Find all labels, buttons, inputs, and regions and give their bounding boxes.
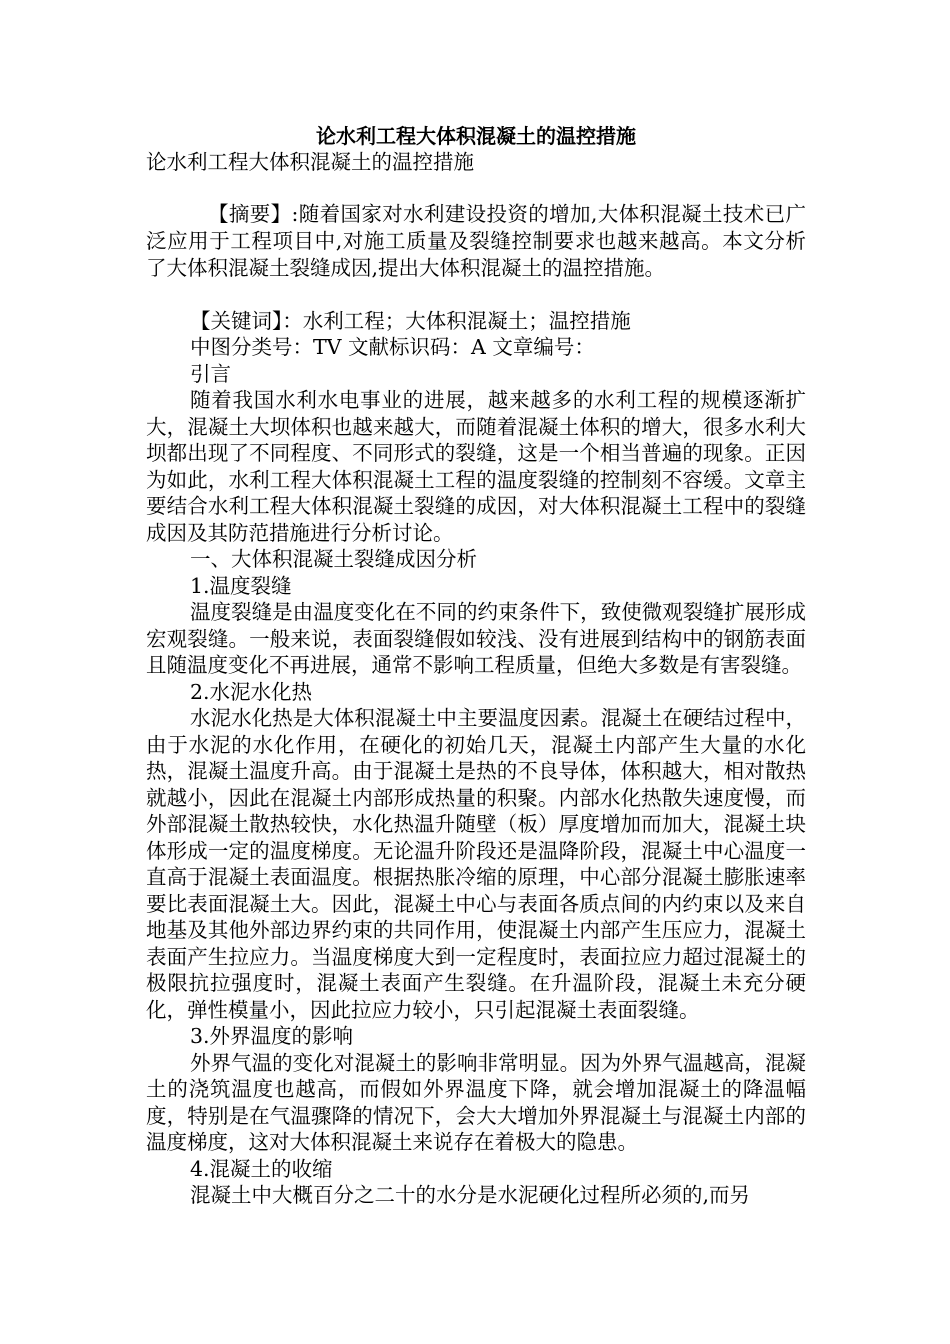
document-subtitle: 论水利工程大体积混凝土的温控措施 [146, 150, 474, 174]
intro-paragraph: 随着我国水利水电事业的进展，越来越多的水利工程的规模逐渐扩大，混凝土大坝体积也越来越大，而随着混凝土体积的增大，很多水利大坝都出现了不同程度、不同形式的裂缝，这是一个相当普遍的现象。正因为如此，水利工程大体积混凝土工程的温度裂缝的控制刻不容缓。文章主要结合水利工程大体积混凝土裂缝的成因，对大体积混凝土工程中的裂缝成因及其防范措施进行分析讨论。 [146, 388, 806, 545]
subsection-1-paragraph: 温度裂缝是由温度变化在不同的约束条件下，致使微观裂缝扩展形成宏观裂缝。一般来说，表面裂缝假如较浅、没有进展到结构中的钢筋表面且随温度变化不再进展，通常不影响工程质量，但绝大多数是有害裂缝。 [146, 600, 806, 677]
section-1-heading: 一、大体积混凝土裂缝成因分析 [190, 547, 477, 571]
subsection-4-heading: 4.混凝土的收缩 [190, 1156, 333, 1181]
abstract-paragraph: 【摘要】:随着国家对水利建设投资的增加,大体积混凝土技术已广泛应用于工程项目中,对施工质量及裂缝控制要求也越来越高。本文分析了大体积混凝土裂缝成因,提出大体积混凝土的温控措施。 [146, 202, 806, 280]
document-title: 论水利工程大体积混凝土的温控措施 [316, 124, 636, 148]
keywords-line: 【关键词】：水利工程；大体积混凝土；温控措施 [190, 309, 631, 333]
subsection-3-paragraph: 外界气温的变化对混凝土的影响非常明显。因为外界气温越高，混凝土的浇筑温度也越高，而假如外界温度下降，就会增加混凝土的降温幅度，特别是在气温骤降的情况下，会大大增加外界混凝土与混凝土内部的温度梯度，这对大体积混凝土来说存在着极大的隐患。 [146, 1050, 806, 1154]
subsection-4-paragraph: 混凝土中大概百分之二十的水分是水泥硬化过程所必须的,而另 [190, 1183, 751, 1207]
classification-line: 中图分类号：TV 文献标识码：A 文章编号： [190, 335, 595, 359]
document-body [146, 124, 806, 1209]
subsection-2-heading: 2.水泥水化热 [190, 679, 313, 704]
subsection-3-heading: 3.外界温度的影响 [190, 1024, 354, 1048]
subsection-2-paragraph: 水泥水化热是大体积混凝土中主要温度因素。混凝土在硬结过程中，由于水泥的水化作用，在硬化的初始几天，混凝土内部产生大量的水化热，混凝土温度升高。由于混凝土是热的不良导体，体积越大，相对散热就越小，因此在混凝土内部形成热量的积聚。内部水化热散失速度慢，而外部混凝土散热较快，水化热温升随壁（板）厚度增加而加大，混凝土块体形成一定的温度梯度。无论温升阶段还是温降阶段，混凝土中心温度一直高于混凝土表面温度。根据热胀冷缩的原理，中心部分混凝土膨胀速率要比表面混凝土大。因此，混凝土中心与表面各质点间的内约束以及来自地基及其他外部边界约束的共同作用，使混凝土内部产生压应力，混凝土表面产生拉应力。当温度梯度大到一定程度时，表面拉应力超过混凝土的极限抗拉强度时，混凝土表面产生裂缝。在升温阶段，混凝土未充分硬化，弹性模量小，因此拉应力较小，只引起混凝土表面裂缝。 [146, 706, 806, 1022]
subsection-1-heading: 1.温度裂缝 [190, 573, 292, 598]
intro-heading: 引言 [190, 361, 231, 386]
